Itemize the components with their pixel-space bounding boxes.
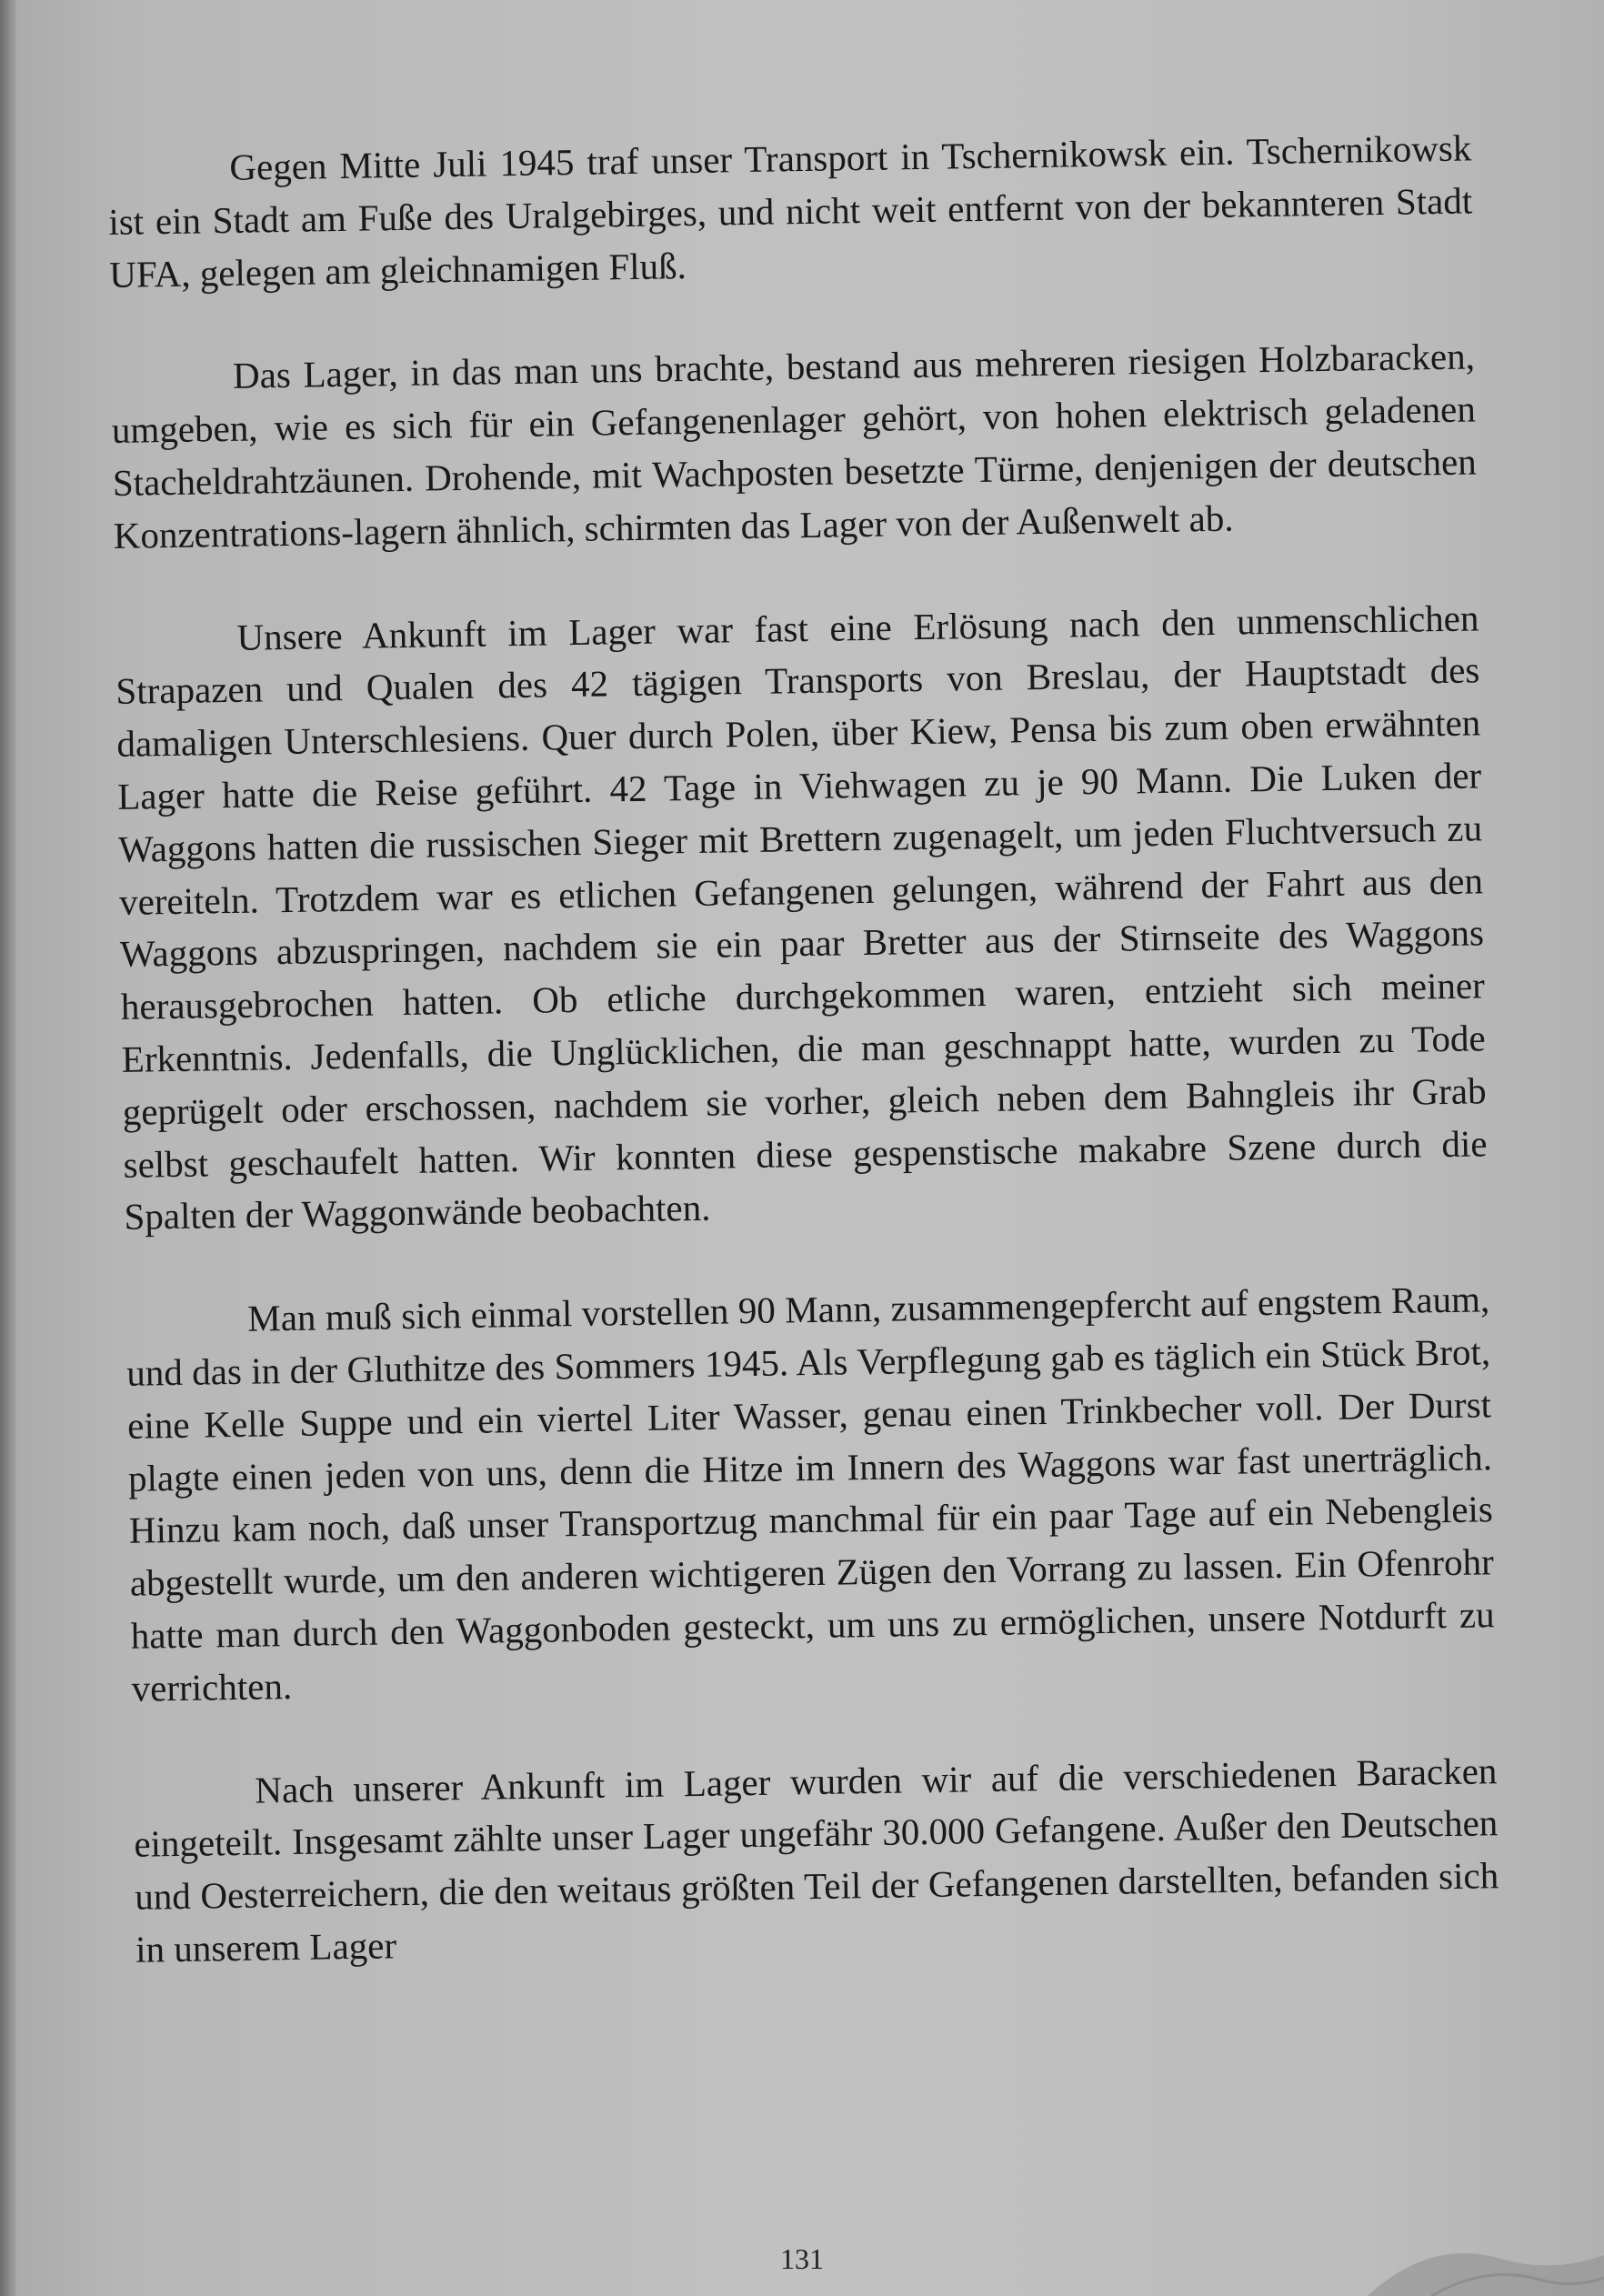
page-number: 131 [780, 2242, 824, 2275]
page-binding-shadow [0, 0, 16, 2296]
paragraph-4: Man muß sich einmal vorstellen 90 Mann, zusammengepfercht auf engstem Raum, und das in der Gluthitze des Sommers 1945. Als Verpflegung gab es täglich ein Stück Brot, eine Kelle Suppe und ein viertel Liter Wasser, genau einen Trinkbecher voll. Der Durst plagte einen jeden von uns, denn die Hitze im Innern des Waggons war fast unerträglich. Hinzu kam noch, daß unser Transportzug manchmal für ein paar Tage auf ein Nebengleis abgestellt wurde, um den anderen wichtigeren Zügen den Vorrang zu lassen. Ein Ofenrohr hatte man durch den Waggonboden gesteckt, um uns zu ermöglichen, unsere Notdurft zu verrichten. [125, 1278, 1495, 1709]
paragraph-3: Unsere Ankunft im Lager war fast eine Erlösung nach den unmenschlichen Strapazen und Qualen des 42 tägigen Transports von Breslau, der Hauptstadt des damaligen Unterschlesiens. Quer durch Polen, über Kiew, Pensa bis zum oben erwähnten Lager hatte die Reise geführt. 42 Tage in Viehwagen zu je 90 Mann. Die Luken der Waggons hatten die russischen Sieger mit Brettern zugenagelt, um jeden Fluchtversuch zu vereiteln. Trotzdem war es etlichen Gefangenen gelungen, während der Fahrt aus den Waggons abzuspringen, nachdem sie ein paar Bretter aus der Stirnseite des Waggons herausgebrochen hatten. Ob etliche durchgekommen waren, entzieht sich meiner Erkenntnis. Jedenfalls, die Unglücklichen, die man geschnappt hatte, wurden zu Tode geprügelt oder erschossen, nachdem sie vorher, gleich neben dem Bahngleis ihr Grab selbst geschaufelt hatten. Wir konnten diese gespenstische makabre Szene durch die Spalten der Waggonwände beobachten. [115, 596, 1488, 1238]
corner-decoration [1331, 2223, 1604, 2296]
paragraph-1: Gegen Mitte Juli 1945 traf unser Transport in Tschernikowsk ein. Tschernikowsk ist ein Stadt am Fuße des Uralgebirges, und nicht weit entfernt von der bekannteren Stadt UFA, gelegen am gleichnamigen Fluß. [107, 126, 1473, 296]
paragraph-5: Nach unserer Ankunft im Lager wurden wir auf die verschiedenen Baracken eingeteilt. Insgesamt zählte unser Lager ungefähr 30.000 Gefangene. Außer den Deutschen und Oesterreichern, die den weitaus größten Teil der Gefangenen darstellten, befanden sich in unserem Lager [134, 1749, 1499, 1970]
body-text [107, 122, 1499, 1976]
paragraph-2: Das Lager, in das man uns brachte, bestand aus mehreren riesigen Holzbaracken, umgeben, wie es sich für ein Gefangenenlager gehört, von hohen elektrisch geladenen Stacheldrahtzäunen. Drohende, mit Wachposten besetzte Türme, denjenigen der deutschen Konzentrations-lagern ähnlich, schirmten das Lager von der Außenwelt ab. [111, 335, 1478, 556]
